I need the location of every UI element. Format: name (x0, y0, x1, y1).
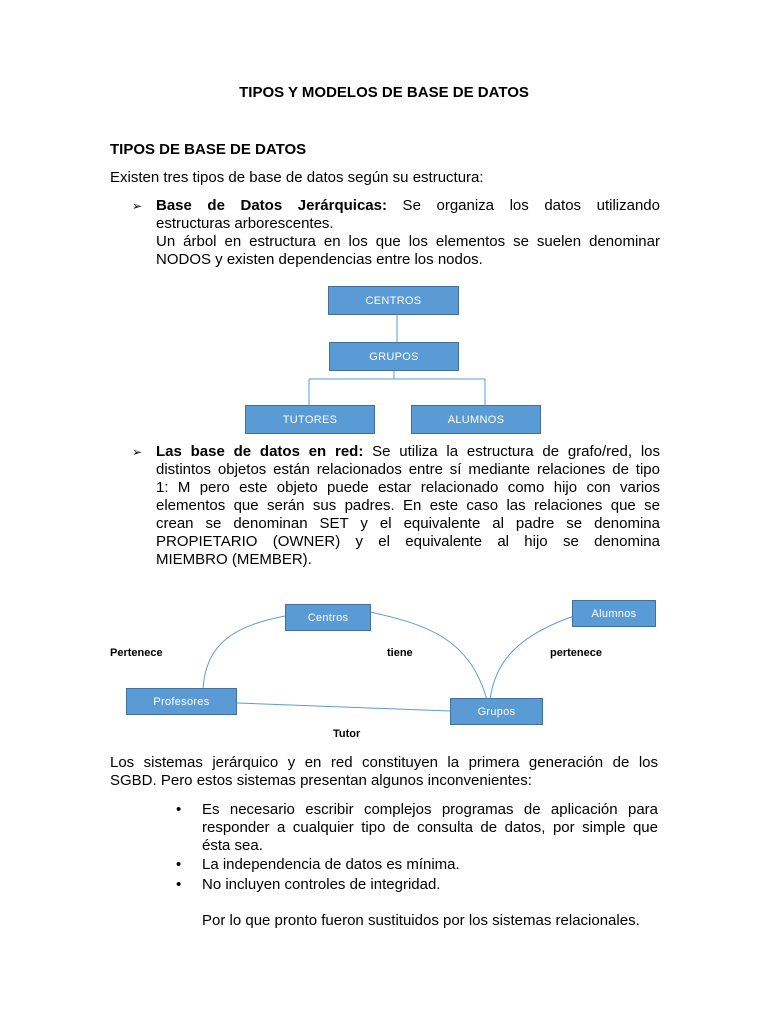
bullet-dot-icon: • (176, 801, 182, 818)
tree-node-centros: CENTROS (328, 286, 459, 315)
item-term: Base de Datos Jerárquicas: (156, 197, 387, 214)
edge-label-tiene: tiene (387, 647, 413, 659)
paragraph-generacion: Los sistemas jerárquico y en red constituyen la primera generación de los SGBD. Pero estos sistemas presentan algunos inconvenientes: (110, 754, 658, 789)
list-item-red: ➢ Las base de datos en red: Se utiliza la estructura de grafo/red, los distintos objetos están relacionados entre sí mediante relaciones de tipo 1: M pero este objeto puede estar relacionado como hijo con varios elementos que serán sus padres. En este caso las relaciones que se crean se denominan SET y el equivalente al padre se denomina PROPIETARIO (OWNER) y el equivalente al hijo se denomina MIEMBRO (MEMBER). (132, 443, 660, 568)
edge-label-pertenece: Pertenece (110, 647, 163, 659)
network-node-grupos: Grupos (450, 698, 543, 725)
network-node-alumnos: Alumnos (572, 600, 656, 627)
tree-node-grupos: GRUPOS (329, 342, 459, 371)
arrow-bullet-icon: ➢ (132, 199, 143, 213)
list-item-inconveniente-2: • La independencia de datos es mínima. (176, 856, 460, 873)
tree-node-alumnos: ALUMNOS (411, 405, 541, 434)
list-item-jerarquicas: ➢ Base de Datos Jerárquicas: Se organiza los datos utilizando estructuras arborescentes. Un árbol en estructura en los que los elementos se suelen denominar NODOS y existen dependencias entre los nodos. (132, 197, 660, 268)
arrow-bullet-icon: ➢ (132, 445, 143, 459)
section-heading: TIPOS DE BASE DE DATOS (110, 141, 307, 158)
list-item-inconveniente-1: • Es necesario escribir complejos programas de aplicación para responder a cualquier tipo de consulta de datos, por simple que ésta sea. (176, 801, 658, 854)
network-node-profesores: Profesores (126, 688, 237, 715)
edge-label-tutor: Tutor (333, 728, 361, 740)
tree-node-tutores: TUTORES (245, 405, 375, 434)
bullet-dot-icon: • (176, 876, 182, 893)
list-item-inconveniente-3: • No incluyen controles de integridad. (176, 876, 441, 893)
document-title: TIPOS Y MODELOS DE BASE DE DATOS (239, 84, 529, 101)
closing-text: Por lo que pronto fueron sustituidos por los sistemas relacionales. (202, 912, 640, 929)
item-term: Las base de datos en red: (156, 443, 364, 460)
network-node-centros: Centros (285, 604, 371, 631)
intro-text: Existen tres tipos de base de datos según su estructura: (110, 169, 484, 186)
edge-label-pertenece-right: pertenece (550, 647, 602, 659)
bullet-dot-icon: • (176, 856, 182, 873)
